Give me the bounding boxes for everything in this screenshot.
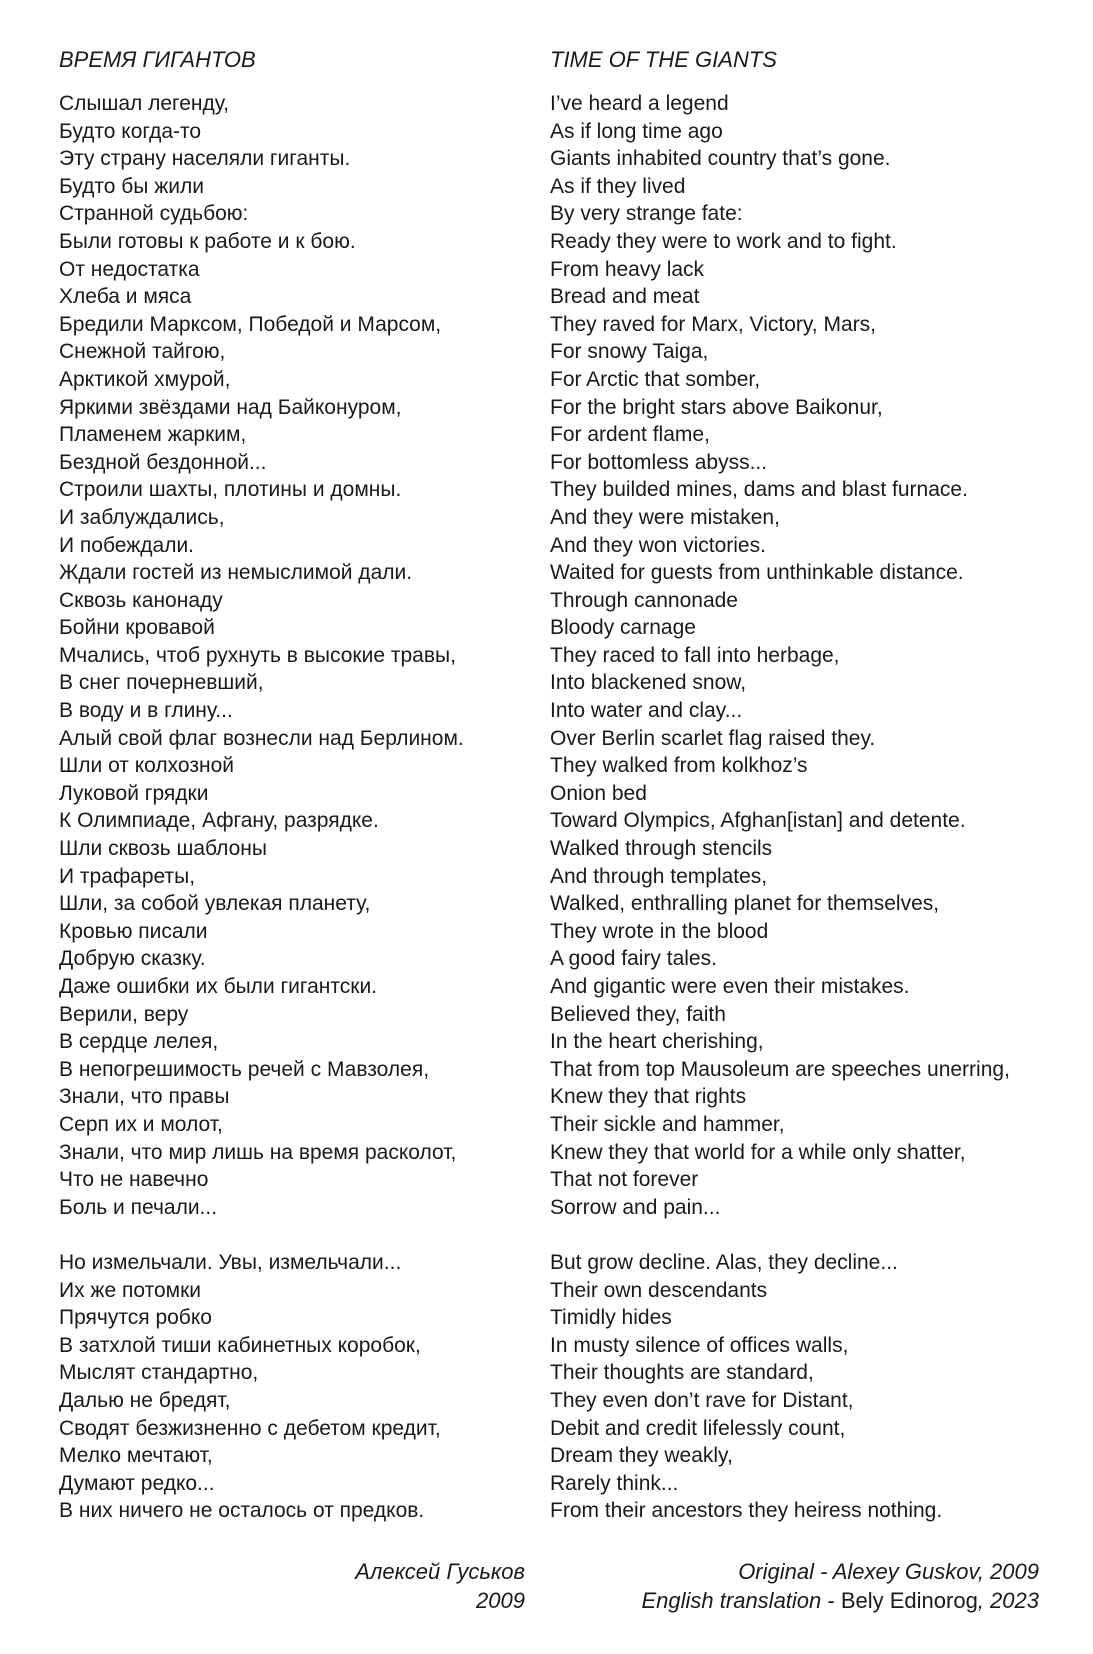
poem-line: They wrote in the blood bbox=[550, 919, 769, 943]
poem-line: Bloody carnage bbox=[550, 616, 696, 640]
poem-line: And through templates, bbox=[550, 864, 768, 888]
poem-line: Walked through stencils bbox=[550, 837, 773, 861]
poem-line: Даже ошибки их были гигантски. bbox=[59, 975, 378, 998]
poem-line: From their ancestors they heiress nothing. bbox=[550, 1499, 943, 1523]
poem-line: Timidly hides bbox=[550, 1306, 672, 1330]
poem-line: For the bright stars above Baikonur, bbox=[550, 395, 883, 419]
poem-line: Строили шахты, плотины и домны. bbox=[59, 478, 402, 502]
poem-line: And they won victories. bbox=[550, 533, 766, 557]
russian-title: ВРЕМЯ ГИГАНТОВ bbox=[59, 47, 256, 72]
poem-line: Sorrow and pain... bbox=[550, 1195, 721, 1219]
poem-line: As if they lived bbox=[550, 174, 686, 198]
poem-line: Будто бы жили bbox=[59, 174, 204, 198]
poem-line: That from top Mausoleum are speeches unerring, bbox=[550, 1057, 1010, 1081]
original-credit: Original - Alexey Guskov, 2009 bbox=[738, 1559, 1039, 1584]
poem-line: Through cannonade bbox=[550, 588, 738, 612]
poem-line: Снежной тайгою, bbox=[59, 340, 226, 364]
poem-line: For snowy Taiga, bbox=[550, 340, 709, 364]
poem-line: For ardent flame, bbox=[550, 423, 710, 447]
poem-line: Their sickle and hammer, bbox=[550, 1112, 785, 1136]
poem-line: Toward Olympics, Afghan[istan] and detente. bbox=[550, 809, 966, 833]
poem-line: Далью не бредят, bbox=[59, 1388, 231, 1412]
author-year: 2009 bbox=[476, 1588, 525, 1613]
poem-line: They raced to fall into herbage, bbox=[550, 643, 840, 667]
poem-line: Хлеба и мяса bbox=[59, 285, 192, 309]
poem-line: Знали, что мир лишь на время расколот, bbox=[59, 1140, 457, 1164]
poem-line: They raved for Marx, Victory, Mars, bbox=[550, 312, 876, 336]
poem-line: For bottomless abyss... bbox=[550, 450, 768, 474]
poem-line: Знали, что правы bbox=[59, 1085, 230, 1109]
poem-line: They even don’t rave for Distant, bbox=[550, 1388, 854, 1412]
poem-line: From heavy lack bbox=[550, 257, 705, 281]
poem-line: Слышал легенду, bbox=[59, 92, 230, 115]
poem-line: Боль и печали... bbox=[59, 1195, 218, 1219]
poem-line: Their thoughts are standard, bbox=[550, 1361, 814, 1385]
poem-line: For Arctic that somber, bbox=[550, 367, 761, 391]
russian-stanza-1 bbox=[59, 90, 559, 1221]
poem-line: Что не навечно bbox=[59, 1168, 209, 1192]
poem-line: Арктикой хмурой, bbox=[59, 367, 231, 391]
poem-line: Сводят безжизненно с дебетом кредит, bbox=[59, 1416, 441, 1440]
poem-line: They builded mines, dams and blast furnace. bbox=[550, 478, 968, 502]
poem-line: Their own descendants bbox=[550, 1278, 768, 1302]
poem-line: Но измельчали. Увы, измельчали... bbox=[59, 1250, 402, 1274]
poem-line: В сердце лелея, bbox=[59, 1030, 219, 1054]
poem-line: И трафареты, bbox=[59, 864, 196, 888]
poem-line: В них ничего не осталось от предков. bbox=[59, 1499, 425, 1523]
poem-line: Dream they weakly, bbox=[550, 1444, 733, 1468]
poem-line: Walked, enthralling planet for themselves, bbox=[550, 892, 940, 916]
poem-line: By very strange fate: bbox=[550, 202, 743, 226]
poem-line: But grow decline. Alas, they decline... bbox=[550, 1250, 898, 1274]
poem-line: Бредили Марксом, Победой и Марсом, bbox=[59, 312, 442, 336]
poem-line: И побеждали. bbox=[59, 533, 195, 557]
poem-line: Алый свой флаг вознесли над Берлином. bbox=[59, 726, 464, 750]
poem-line: They walked from kolkhoz’s bbox=[550, 754, 808, 778]
poem-line: Waited for guests from unthinkable distance. bbox=[550, 561, 964, 585]
poem-line: In the heart cherishing, bbox=[550, 1030, 764, 1054]
translation-year: , 2023 bbox=[977, 1588, 1039, 1613]
poem-line: В непогрешимость речей с Мавзолея, bbox=[59, 1057, 430, 1081]
poem-line: Bread and meat bbox=[550, 285, 700, 309]
poem-line: Пламенем жарким, bbox=[59, 423, 247, 447]
poem-line: Ready they were to work and to fight. bbox=[550, 229, 897, 253]
poem-line: A good fairy tales. bbox=[550, 947, 717, 971]
poem-line: Over Berlin scarlet flag raised they. bbox=[550, 726, 876, 750]
poem-line: В снег почерневший, bbox=[59, 671, 264, 695]
poem-line: And gigantic were even their mistakes. bbox=[550, 975, 910, 998]
russian-stanza-2 bbox=[59, 1249, 559, 1525]
translator-name: Bely Edinorog bbox=[840, 1588, 978, 1613]
translation-credit bbox=[642, 1586, 1040, 1615]
poem-line: От недостатка bbox=[59, 257, 200, 281]
poem-line: Giants inhabited country that’s gone. bbox=[550, 147, 891, 171]
poem-line: Into blackened snow, bbox=[550, 671, 747, 695]
translation-separator: - bbox=[821, 1588, 841, 1613]
poem-line: Были готовы к работе и к бою. bbox=[59, 229, 356, 253]
poem-line: И заблуждались, bbox=[59, 505, 225, 529]
poem-line: Сквозь канонаду bbox=[59, 588, 223, 612]
english-stanza-2 bbox=[550, 1249, 1080, 1525]
poem-line: Яркими звёздами над Байконуром, bbox=[59, 395, 402, 419]
poem-line: In musty silence of offices walls, bbox=[550, 1333, 849, 1357]
poem-line: Onion bed bbox=[550, 781, 647, 805]
poem-line: Шли, за собой увлекая планету, bbox=[59, 892, 371, 916]
poem-line: Кровью писали bbox=[59, 919, 208, 943]
russian-column bbox=[59, 42, 559, 1525]
poem-line: Добрую сказку. bbox=[59, 947, 206, 971]
poem-line: В затхлой тиши кабинетных коробок, bbox=[59, 1333, 421, 1357]
poem-line: Rarely think... bbox=[550, 1471, 679, 1495]
poem-line: Эту страну населяли гиганты. bbox=[59, 147, 351, 171]
english-signature bbox=[642, 1557, 1040, 1615]
poem-line: Шли от колхозной bbox=[59, 754, 234, 778]
poem-line: Believed they, faith bbox=[550, 1002, 726, 1026]
russian-signature bbox=[355, 1557, 525, 1615]
english-title: TIME OF THE GIANTS bbox=[550, 47, 777, 72]
poem-line: As if long time ago bbox=[550, 119, 723, 143]
poem-line: Верили, веру bbox=[59, 1002, 189, 1026]
poem-line: Думают редко... bbox=[59, 1471, 215, 1495]
poem-line: Knew they that world for a while only shatter, bbox=[550, 1140, 966, 1164]
poem-line: Бездной бездонной... bbox=[59, 450, 267, 474]
author-name: Алексей Гуськов bbox=[355, 1559, 525, 1584]
poem-line: Прячутся робко bbox=[59, 1306, 212, 1330]
poem-line: Серп их и молот, bbox=[59, 1112, 223, 1136]
translation-label: English translation bbox=[641, 1588, 822, 1613]
poem-line: Их же потомки bbox=[59, 1278, 201, 1302]
poem-line: Мелко мечтают, bbox=[59, 1444, 213, 1468]
poem-line: And they were mistaken, bbox=[550, 505, 780, 529]
poem-line: Мыслят стандартно, bbox=[59, 1361, 259, 1385]
poem-line: Луковой грядки bbox=[59, 781, 209, 805]
english-column bbox=[550, 42, 1080, 1525]
poem-line: I’ve heard a legend bbox=[550, 92, 729, 115]
poem-line: Debit and credit lifelessly count, bbox=[550, 1416, 846, 1440]
poem-line: Бойни кровавой bbox=[59, 616, 215, 640]
poem-line: Будто когда-то bbox=[59, 119, 202, 143]
poem-line: В воду и в глину... bbox=[59, 699, 233, 723]
english-stanza-1 bbox=[550, 90, 1080, 1221]
poem-line: К Олимпиаде, Афгану, разрядке. bbox=[59, 809, 379, 833]
poem-line: Мчались, чтоб рухнуть в высокие травы, bbox=[59, 643, 456, 667]
poem-line: That not forever bbox=[550, 1168, 699, 1192]
poem-line: Шли сквозь шаблоны bbox=[59, 837, 267, 861]
poem-line: Странной судьбою: bbox=[59, 202, 249, 226]
poem-line: Knew they that rights bbox=[550, 1085, 747, 1109]
poem-line: Ждали гостей из немыслимой дали. bbox=[59, 561, 413, 585]
poem-line: Into water and clay... bbox=[550, 699, 743, 723]
